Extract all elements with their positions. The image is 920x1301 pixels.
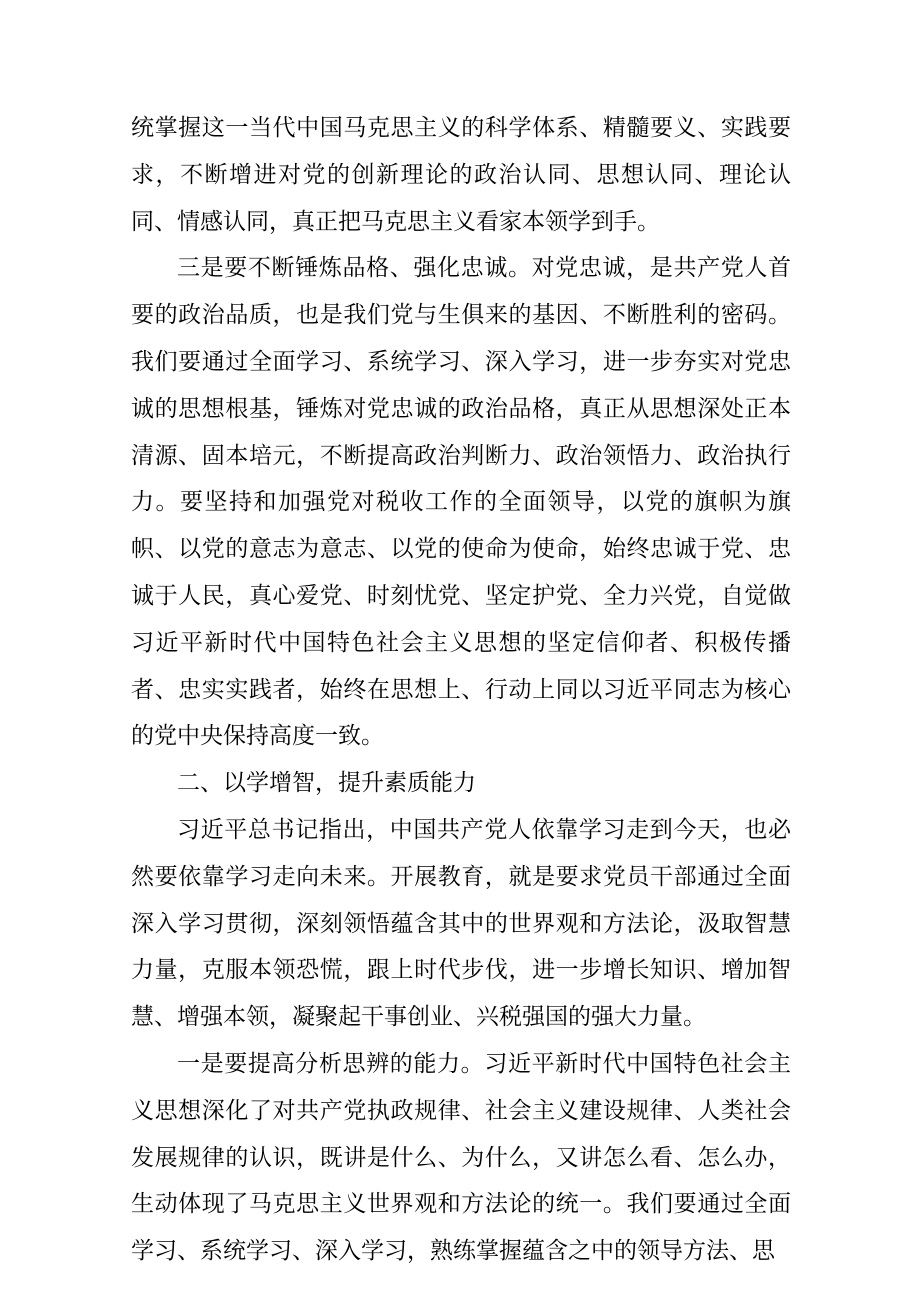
paragraph-analysis: 一是要提高分析思辨的能力。习近平新时代中国特色社会主义思想深化了对共产党执政规律、社会主义建设规律、人类社会发展规律的认识，既讲是什么、为什么，又讲怎么看、怎么办，生动体现了马克思主义世界观和方法论的统一。我们要通过全面学习、系统学习、深入学习，熟练掌握蕴含之中的领导方法、思 (131, 1050, 791, 1265)
paragraph-learning: 习近平总书记指出，中国共产党人依靠学习走到今天，也必然要依靠学习走向未来。开展教育，就是要求党员干部通过全面深入学习贯彻，深刻领悟蕴含其中的世界观和方法论，汲取智慧力量，克服本领恐慌，跟上时代步伐，进一步增长知识、增加智慧、增强本领，凝聚起干事创业、兴税强国的强大力量。 (131, 816, 791, 1031)
section-heading: 二、以学增智，提升素质能力 (177, 770, 476, 797)
document-body (131, 105, 791, 1275)
paragraph-continuation: 统掌握这一当代中国马克思主义的科学体系、精髓要义、实践要求，不断增进对党的创新理论的政治认同、思想认同、理论认同、情感认同，真正把马克思主义看家本领学到手。 (131, 115, 791, 235)
paragraph-loyalty: 三是要不断锤炼品格、强化忠诚。对党忠诚，是共产党人首要的政治品质，也是我们党与生俱来的基因、不断胜利的密码。我们要通过全面学习、系统学习、深入学习，进一步夯实对党忠诚的思想根基，锤炼对党忠诚的政治品格，真正从思想深处正本清源、固本培元，不断提高政治判断力、政治领悟力、政治执行力。要坚持和加强党对税收工作的全面领导，以党的旗帜为旗帜、以党的意志为意志、以党的使命为使命，始终忠诚于党、忠诚于人民，真心爱党、时刻忧党、坚定护党、全力兴党，自觉做习近平新时代中国特色社会主义思想的坚定信仰者、积极传播者、忠实实践者，始终在思想上、行动上同以习近平同志为核心的党中央保持高度一致。 (131, 255, 791, 750)
